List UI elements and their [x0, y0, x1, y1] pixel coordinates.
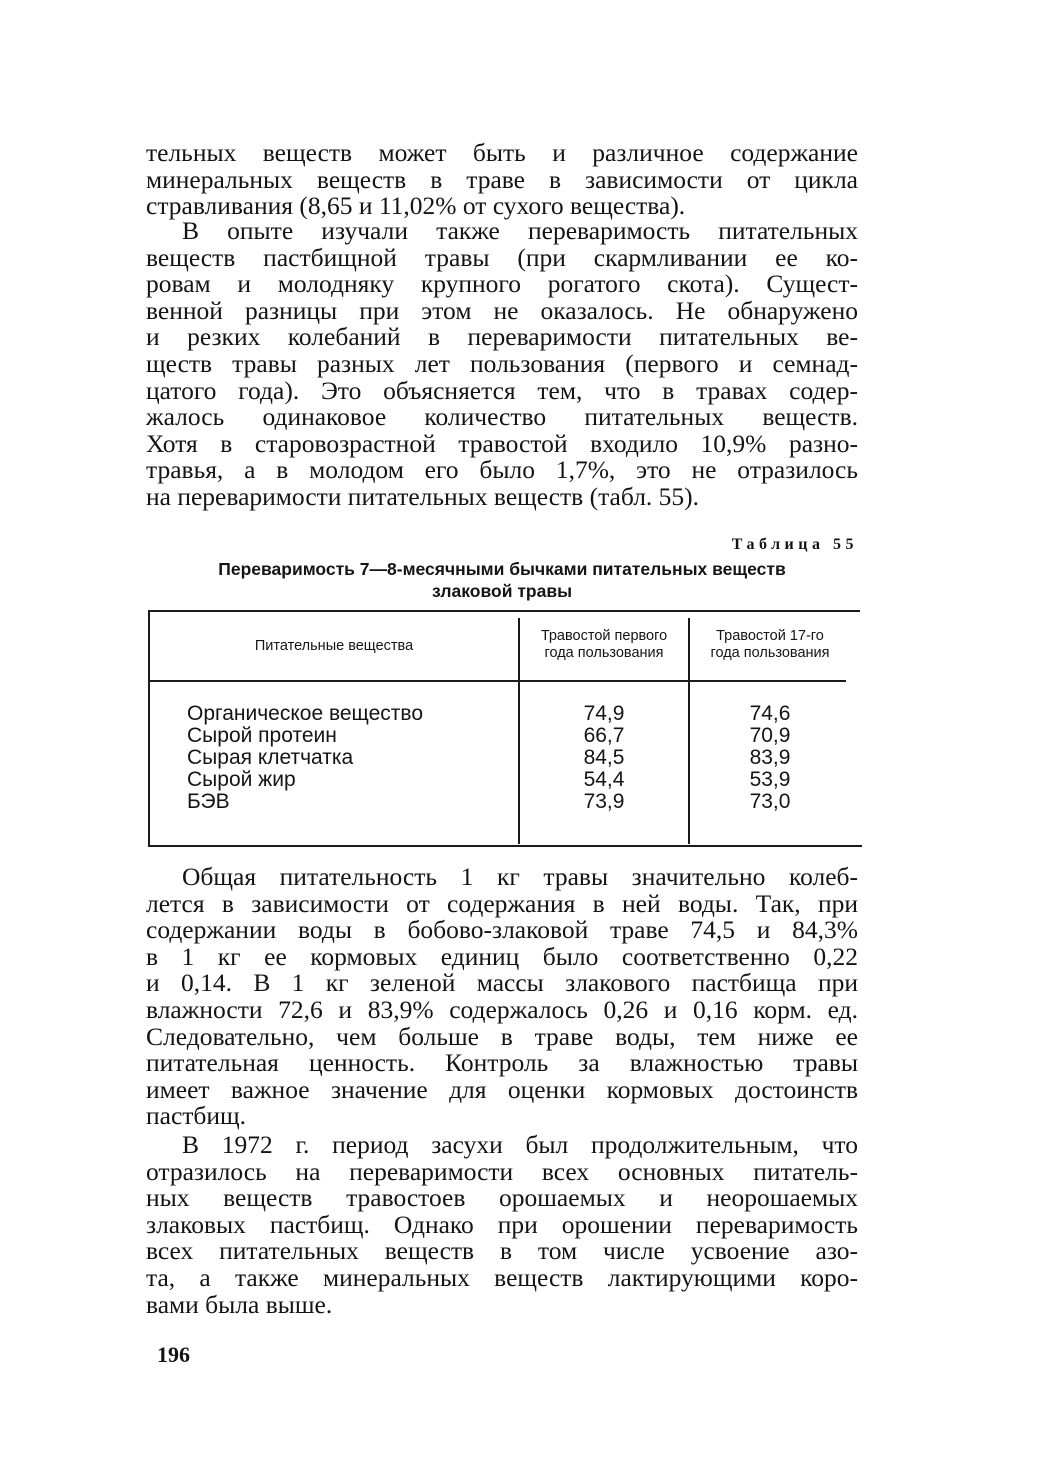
text-line: питательная ценность. Контроль за влажностью травы	[146, 1048, 858, 1078]
page-number: 196	[157, 1342, 190, 1367]
table-cell-value: 54,4	[583, 768, 625, 791]
table-cell-value: 74,9	[583, 702, 625, 725]
text-line: В опыте изучали также переваримость питательных	[182, 216, 858, 245]
text-line: Общая питательность 1 кг травы значительно колеб-	[182, 862, 858, 891]
table-cell-value: 74,6	[749, 702, 791, 725]
text-line: вами была выше.	[146, 1289, 333, 1319]
table-cell-name: БЭВ	[187, 790, 230, 813]
table-17th-year-values	[690, 703, 850, 813]
table-header-rule	[150, 680, 846, 682]
text-line: в 1 кг ее кормовых единиц было соответственно 0,22	[146, 941, 858, 971]
text-line: ровам и молодняку крупного рогатого скота). Сущест-	[146, 269, 858, 299]
text-line: травья, а в молодом его было 1,7%, это не отразилось	[146, 455, 858, 485]
text-line: и резких колебаний в переваримости питательных ве-	[146, 322, 858, 352]
table-cell-value: 70,9	[749, 724, 791, 747]
table-caption-line: Переваримость 7—8-месячными бычками питательных веществ	[218, 559, 786, 579]
text-line: ных веществ травостоев орошаемых и неорошаемых	[146, 1183, 858, 1213]
text-line: лется в зависимости от содержания в ней воды. Так, при	[146, 888, 858, 918]
text-line: всех питательных веществ в том числе усвоение азо-	[146, 1236, 858, 1266]
text-line: тельных веществ может быть и различное содержание	[146, 138, 858, 167]
table-first-year-values	[520, 703, 688, 813]
table-header-first-year	[520, 628, 688, 662]
table-cell-value: 53,9	[749, 768, 791, 791]
text-line: отразилось на переваримости всех основных питатель-	[146, 1156, 858, 1186]
table-cell-value: 73,0	[749, 790, 791, 813]
text-line: злаковых пастбищ. Однако при орошении переваримость	[146, 1209, 858, 1239]
text-line: та, а также минеральных веществ лактирующими коро-	[146, 1262, 858, 1292]
header-line: года пользования	[544, 645, 664, 661]
table-caption-line: злаковой травы	[431, 581, 573, 601]
text-line: жалось одинаковое количество питательных веществ.	[146, 402, 858, 432]
text-line: на переваримости питательных веществ (табл. 55).	[146, 481, 700, 511]
table-cell-value: 84,5	[583, 746, 625, 769]
text-line: цатого года). Это объясняется тем, что в травах содер-	[146, 375, 858, 405]
text-line: содержании воды в бобово-злаковой траве 74,5 и 84,3%	[146, 915, 858, 945]
table-cell-value: 66,7	[583, 724, 625, 747]
table-bottom-rule	[148, 845, 862, 847]
header-line: года пользования	[710, 645, 830, 661]
header-line: Травостой первого	[540, 628, 668, 644]
table-header-nutrients: Питательные вещества	[254, 638, 414, 654]
table-nutrient-names	[187, 703, 507, 813]
table-caption	[146, 558, 858, 602]
table-header-17th-year	[690, 628, 850, 662]
table-cell-name: Сырая клетчатка	[187, 746, 354, 769]
text-line: имеет важное значение для оценки кормовых достоинств	[146, 1074, 858, 1104]
text-line: Следовательно, чем больше в траве воды, тем ниже ее	[146, 1021, 858, 1051]
text-line: минеральных веществ в траве в зависимости от цикла	[146, 164, 858, 194]
table-top-rule	[148, 610, 860, 612]
text-line: веществ пастбищной травы (при скармливании ее ко-	[146, 242, 858, 272]
text-line: венной разницы при этом не оказалось. Не обнаружено	[146, 295, 858, 325]
text-line: влажности 72,6 и 83,9% содержалось 0,26 и 0,16 корм. ед.	[146, 994, 858, 1024]
text-line: стравливания (8,65 и 11,02% от сухого вещества).	[146, 191, 686, 221]
text-line: и 0,14. В 1 кг зеленой массы злакового пастбища при	[146, 968, 858, 998]
table-cell-value: 73,9	[583, 790, 625, 813]
table-cell-value: 83,9	[749, 746, 791, 769]
table-cell-name: Сырой жир	[187, 768, 296, 791]
text-line: Хотя в старовозрастной травостой входило 10,9% разно-	[146, 428, 858, 458]
header-line: Травостой 17-го	[716, 628, 824, 644]
text-line: пастбищ.	[146, 1101, 247, 1131]
table-cell-name: Органическое вещество	[187, 702, 423, 725]
table-cell-name: Сырой протеин	[187, 724, 337, 747]
table-label: Таблица 55	[731, 536, 858, 553]
text-line: ществ травы разных лет пользования (первого и семнад-	[146, 348, 858, 378]
paragraph-digestibility	[146, 218, 858, 511]
paragraph-drought-1972	[146, 1132, 858, 1318]
paragraph-mineral-content	[146, 140, 858, 220]
paragraph-nutritional-value	[146, 864, 858, 1130]
text-line: В 1972 г. период засухи был продолжительным, что	[182, 1130, 858, 1159]
